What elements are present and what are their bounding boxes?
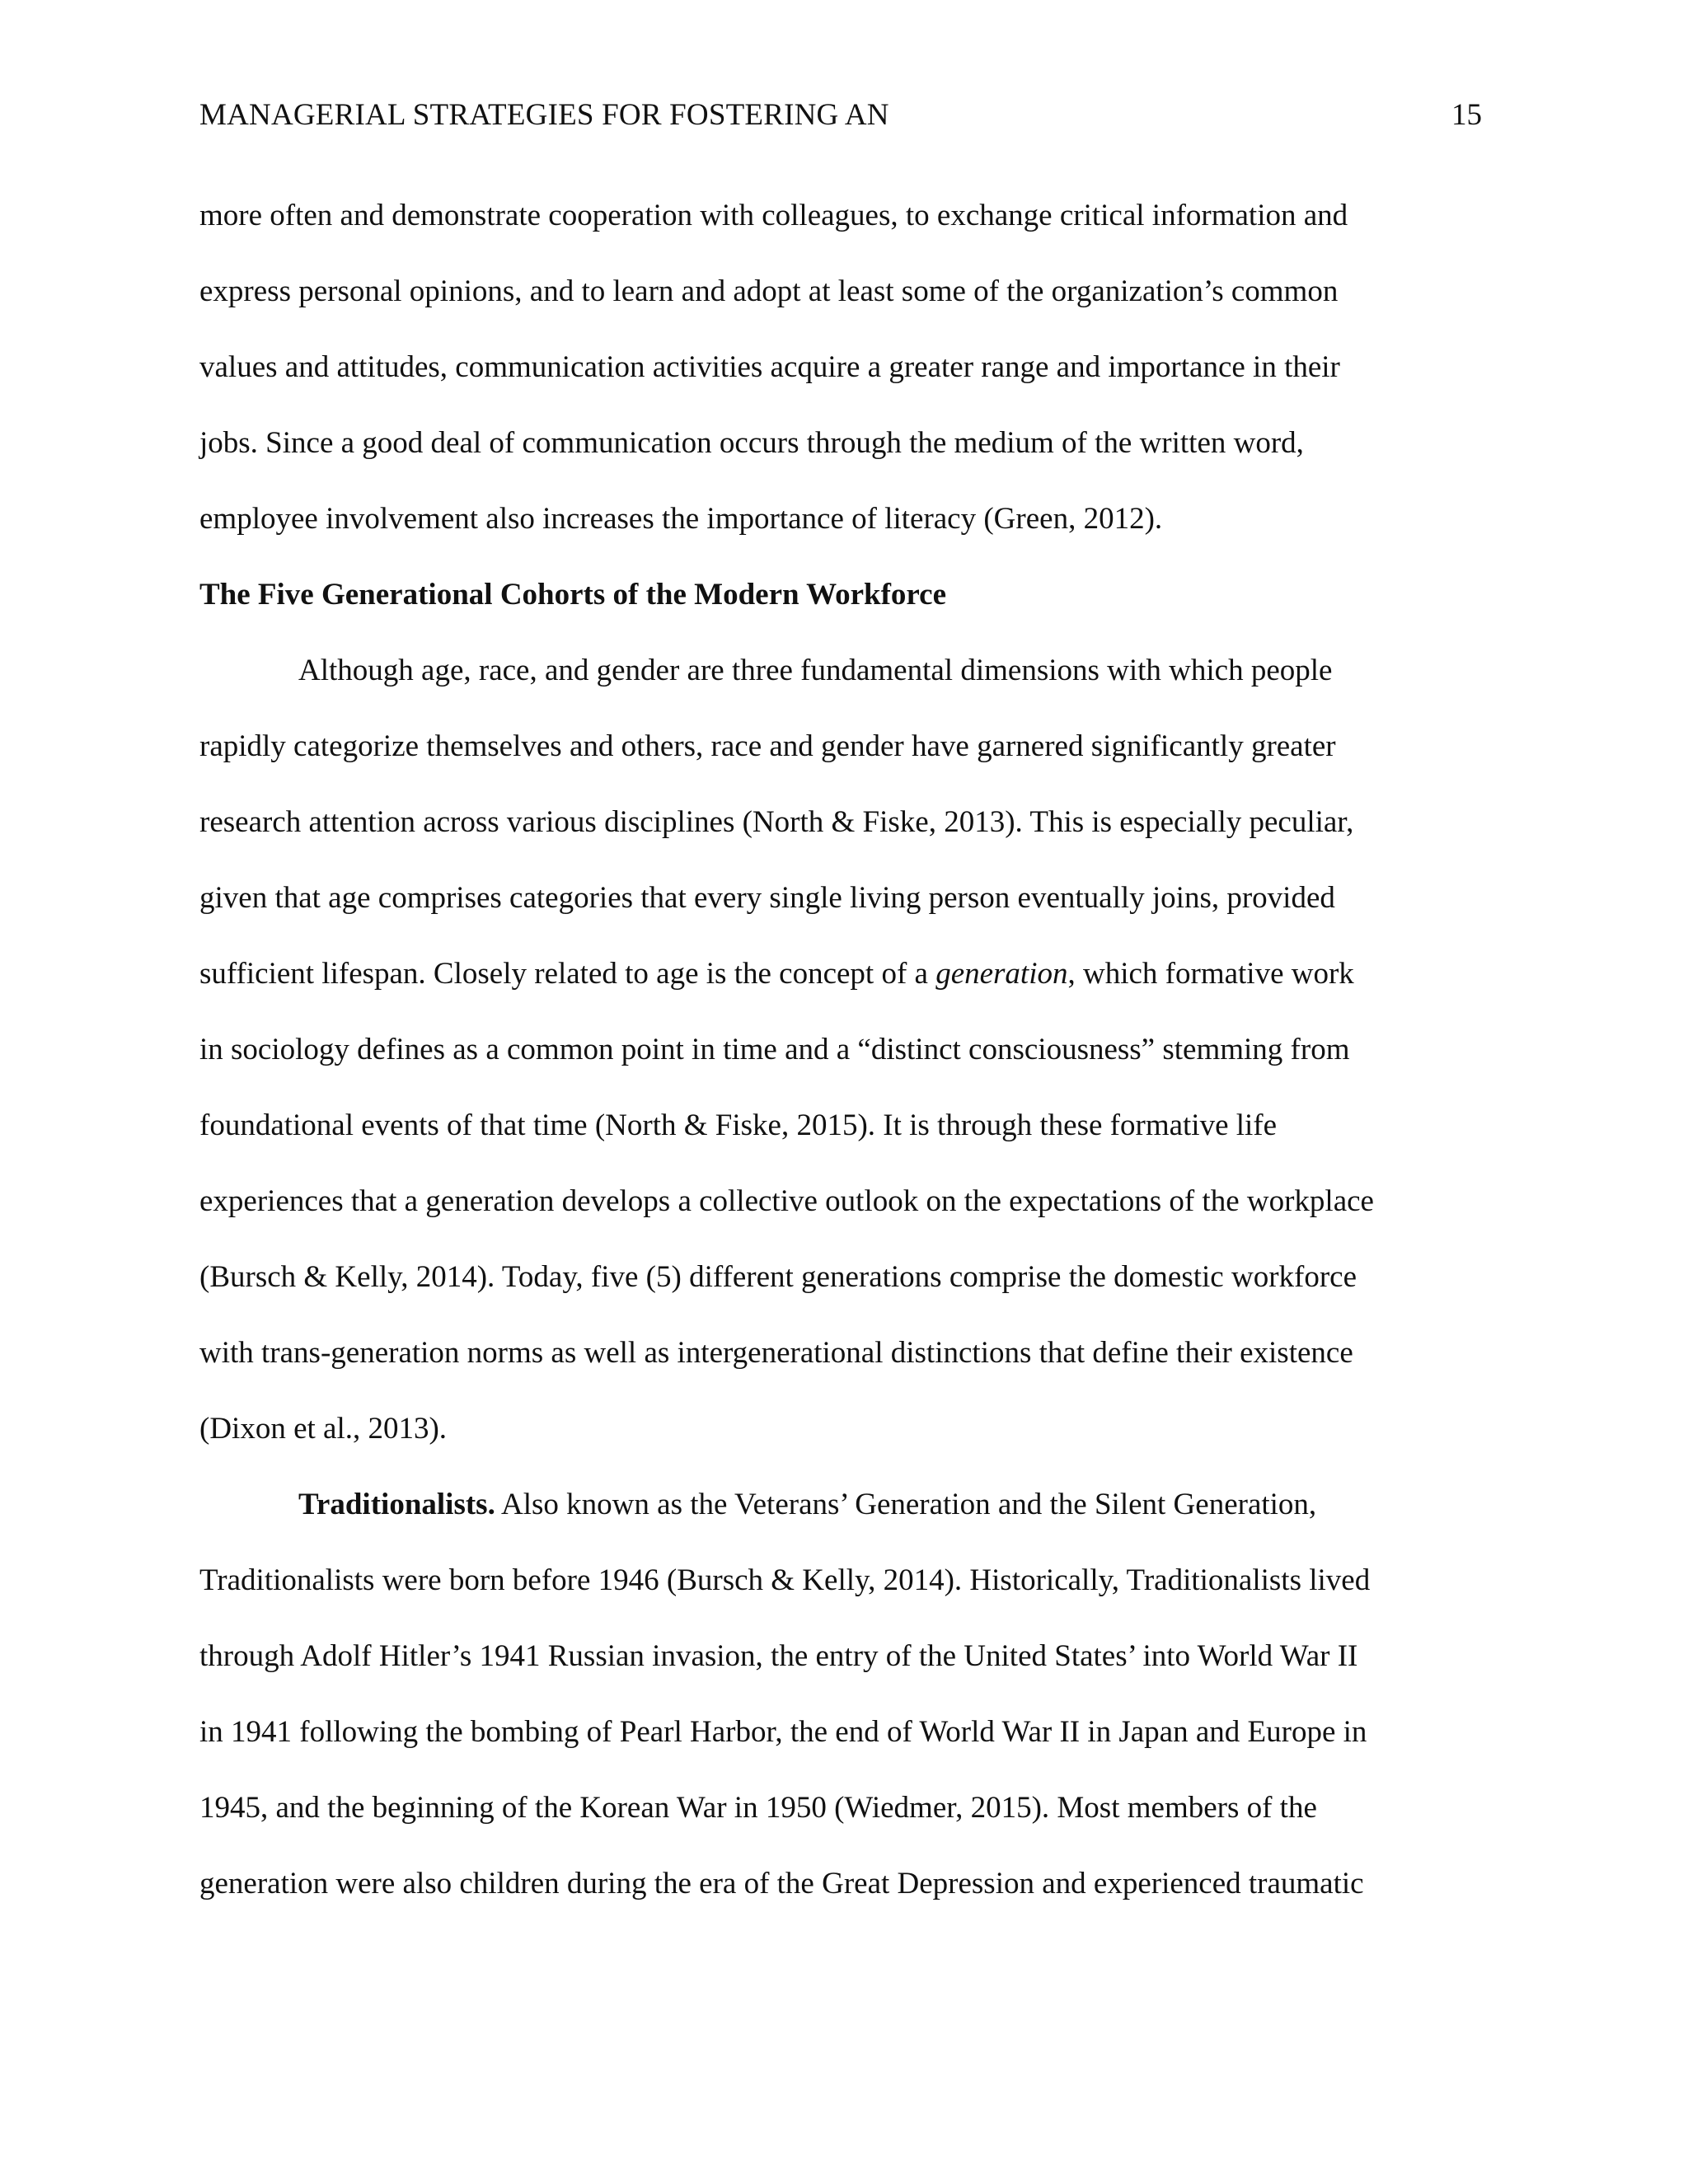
paragraph-line: express personal opinions, and to learn and adopt at least some of the organization’s common: [199, 274, 1339, 308]
text-segment: Also known as the Veterans’ Generation and the Silent Generation,: [495, 1488, 1317, 1521]
paragraph-line: 1945, and the beginning of the Korean War in 1950 (Wiedmer, 2015). Most members of the: [199, 1791, 1317, 1825]
paragraph-line: in sociology defines as a common point in time and a “distinct consciousness” stemming from: [199, 1033, 1350, 1066]
section-heading: The Five Generational Cohorts of the Modern Workforce: [199, 578, 947, 612]
italic-term: generation: [935, 957, 1068, 991]
text-segment: , which formative work: [1067, 957, 1354, 991]
paragraph-line: in 1941 following the bombing of Pearl Harbor, the end of World War II in Japan and Europe in: [199, 1715, 1367, 1749]
run-in-heading: Traditionalists.: [298, 1488, 495, 1521]
paragraph-line: through Adolf Hitler’s 1941 Russian invasion, the entry of the United States’ into World War II: [199, 1639, 1358, 1673]
paragraph-line: experiences that a generation develops a collective outlook on the expectations of the workplace: [199, 1184, 1374, 1218]
paragraph-line: jobs. Since a good deal of communication occurs through the medium of the written word,: [199, 426, 1304, 460]
body-text: [199, 193, 1506, 1937]
paragraph-line: Traditionalists were born before 1946 (Bursch & Kelly, 2014). Historically, Traditionalists lived: [199, 1563, 1371, 1597]
paragraph-line: generation were also children during the era of the Great Depression and experienced traumatic: [199, 1867, 1364, 1900]
paragraph-line: (Dixon et al., 2013).: [199, 1412, 448, 1446]
paragraph-line: [199, 1482, 1506, 1558]
paragraph-line: research attention across various disciplines (North & Fiske, 2013). This is especially peculiar,: [199, 805, 1354, 839]
paragraph-line: rapidly categorize themselves and others, race and gender have garnered significantly greater: [199, 729, 1336, 763]
paragraph-line: values and attitudes, communication activities acquire a greater range and importance in their: [199, 350, 1340, 384]
paragraph-line: employee involvement also increases the importance of literacy (Green, 2012).: [199, 502, 1163, 536]
text-segment: sufficient lifespan. Closely related to age is the concept of a: [199, 957, 936, 991]
paragraph-line: given that age comprises categories that every single living person eventually joins, provided: [199, 881, 1335, 915]
paragraph-line: with trans-generation norms as well as intergenerational distinctions that define their existence: [199, 1336, 1353, 1370]
paragraph-line: more often and demonstrate cooperation with colleagues, to exchange critical information and: [199, 199, 1348, 232]
page-number: 15: [1451, 98, 1482, 132]
running-head: MANAGERIAL STRATEGIES FOR FOSTERING AN: [199, 98, 889, 132]
paragraph-line: foundational events of that time (North & Fiske, 2015). It is through these formative life: [199, 1108, 1278, 1142]
paragraph-line: [199, 951, 1506, 1027]
paragraph-line: Although age, race, and gender are three fundamental dimensions with which people: [298, 654, 1333, 687]
paragraph-line: (Bursch & Kelly, 2014). Today, five (5) different generations comprise the domestic workforce: [199, 1260, 1357, 1294]
